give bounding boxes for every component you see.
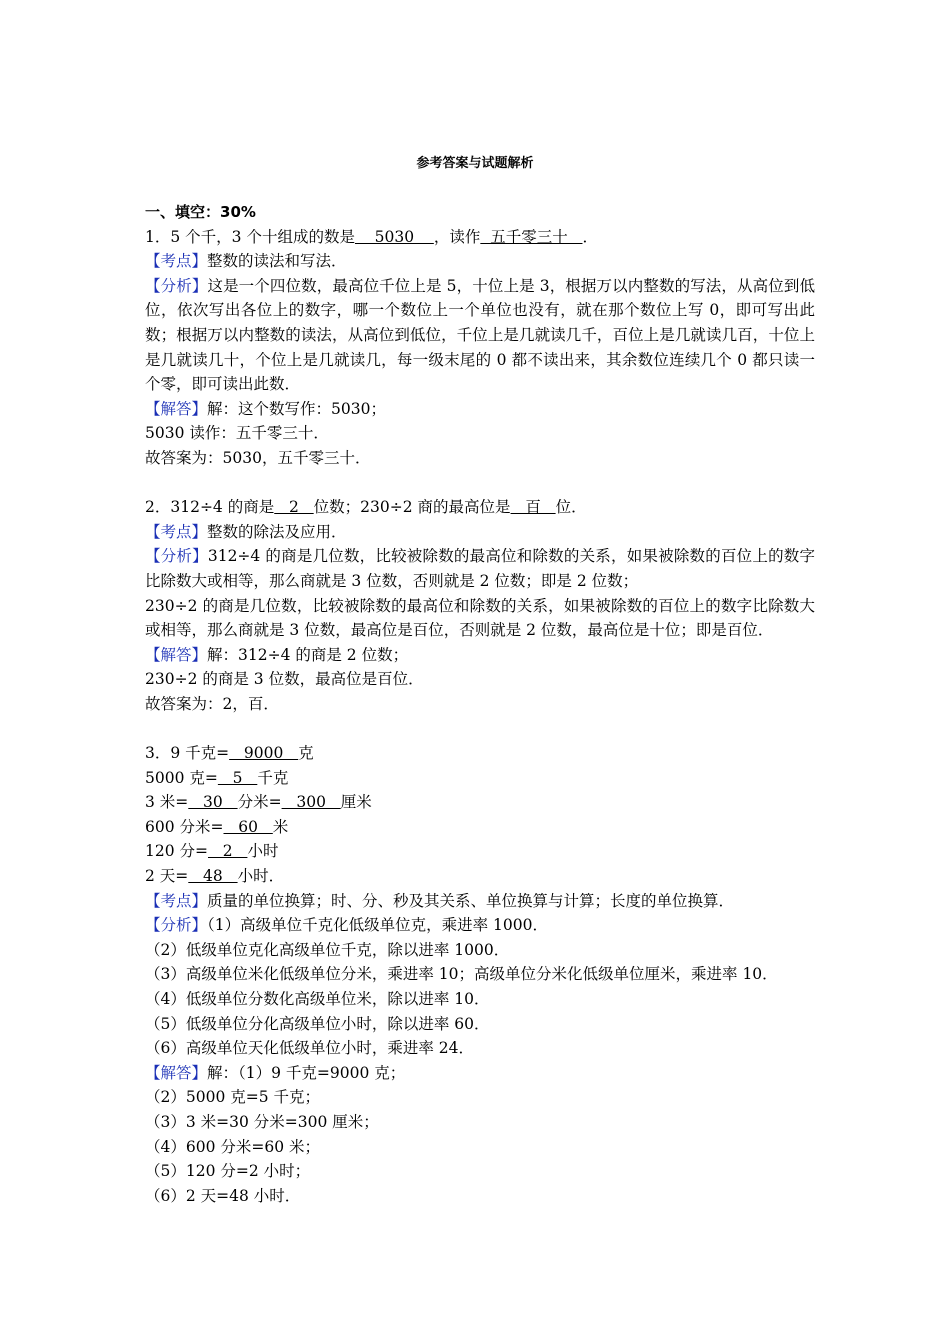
analysis: 【分析】这是一个四位数，最高位千位上是 5，十位上是 3，根据万以内整数的写法，从高位到低位，依次写出各位上的数字，哪一个数位上一个单位也没有，就在那个数位上写 0，即可写出此数；根据万以内整数的读法，从高位到低位，千位上是几就读几千，百位上是几就读几百，十位上是几就读几十，个位上是几就读几，每一级末尾的 0 都不读出来，其余数位连续几个 0 都只读一个零，即可读出此数． [145, 276, 815, 394]
analysis-line: （2）低级单位克化高级单位千克，除以进率 1000． [145, 940, 510, 959]
question-3-row: 120 分= 2 小时 [145, 842, 279, 861]
analysis-line: （5）低级单位分化高级单位小时，除以进率 60． [145, 1014, 490, 1033]
answer-blank: 300 [281, 793, 341, 812]
solution-line: （3）3 米=30 分米=300 厘米； [145, 1112, 379, 1131]
solution-line: （6）2 天=48 小时． [145, 1186, 301, 1205]
section-heading: 一、填空：30% [145, 203, 256, 221]
answer-blank: 2 [274, 498, 314, 517]
solution-tag: 【解答】 [145, 1063, 208, 1082]
solution-tag: 【解答】 [145, 399, 208, 418]
analysis-tag: 【分析】 [145, 547, 208, 566]
solution: 【解答】解：这个数写作：5030； [145, 399, 386, 418]
solution-line: （2）5000 克=5 千克； [145, 1088, 321, 1107]
knowledge-point: 【考点】整数的读法和写法． [145, 252, 347, 271]
analysis-tag: 【分析】 [145, 276, 208, 295]
answer-blank: 五千零三十 [480, 227, 583, 246]
question-3-row: 600 分米= 60 米 [145, 817, 289, 836]
answer-blank: 2 [208, 842, 248, 861]
analysis-line: （6）高级单位天化低级单位小时，乘进率 24． [145, 1039, 475, 1058]
answer-blank: 5 [217, 768, 258, 787]
answer-line: 故答案为：2，百． [145, 694, 279, 713]
solution: 【解答】解：（1）9 千克=9000 克； [145, 1063, 406, 1082]
answer-blank: 30 [188, 793, 238, 812]
solution: 【解答】解：312÷4 的商是 2 位数； [145, 645, 409, 664]
question-3-row: 3．9 千克= 9000 克 [145, 744, 314, 763]
knowledge-point: 【考点】整数的除法及应用． [145, 522, 347, 541]
solution-line: （5）120 分=2 小时； [145, 1162, 311, 1181]
document-title: 参考答案与试题解析 [416, 156, 534, 171]
analysis-tag: 【分析】 [145, 916, 208, 935]
solution-line: 5030 读作：五千零三十． [145, 424, 329, 443]
question-1-stem: 1．5 个千，3 个十组成的数是 5030 ，读作 五千零三十 ． [145, 227, 598, 246]
answer-blank: 48 [188, 867, 238, 886]
answer-blank: 60 [223, 817, 273, 836]
solution-line: 230÷2 的商是 3 位数，最高位是百位． [145, 670, 424, 689]
question-3-row: 3 米= 30 分米= 300 厘米 [145, 793, 372, 812]
analysis-line: （4）低级单位分数化高级单位米，除以进率 10． [145, 990, 490, 1008]
question-2-stem: 2．312÷4 的商是 2 位数；230÷2 商的最高位是 百 位． [145, 498, 587, 517]
solution-tag: 【解答】 [145, 645, 208, 664]
analysis: 【分析】312÷4 的商是几位数，比较被除数的最高位和除数的关系，如果被除数的百位上的数字比除数大或相等，那么商就是 3 位数，否则就是 2 位数；即是 2 位数； [145, 547, 815, 590]
knowledge-point: 【考点】质量的单位换算；时、分、秒及其关系、单位换算与计算；长度的单位换算． [145, 891, 735, 910]
question-3-row: 5000 克= 5 千克 [145, 768, 289, 787]
answer-blank: 5030 [354, 227, 434, 246]
knowledge-tag: 【考点】 [145, 522, 208, 541]
answer-blank: 百 [510, 498, 556, 517]
solution-line: （4）600 分米=60 米； [145, 1137, 321, 1156]
question-3-row: 2 天= 48 小时． [145, 867, 285, 886]
analysis: 【分析】（1）高级单位千克化低级单位克，乘进率 1000． [145, 916, 549, 935]
document-body [145, 200, 815, 1208]
answer-line: 故答案为：5030，五千零三十． [145, 448, 371, 467]
analysis-continued: 230÷2 的商是几位数，比较被除数的最高位和除数的关系，如果被除数的百位上的数字比除数大或相等，那么商就是 3 位数，最高位是百位，否则就是 2 位数，最高位是十位；即是百位． [145, 596, 815, 640]
knowledge-tag: 【考点】 [145, 891, 208, 910]
analysis-line: （3）高级单位米化低级单位分米，乘进率 10；高级单位分米化低级单位厘米，乘进率 10． [145, 965, 778, 984]
answer-blank: 9000 [229, 744, 299, 763]
knowledge-tag: 【考点】 [145, 252, 208, 271]
